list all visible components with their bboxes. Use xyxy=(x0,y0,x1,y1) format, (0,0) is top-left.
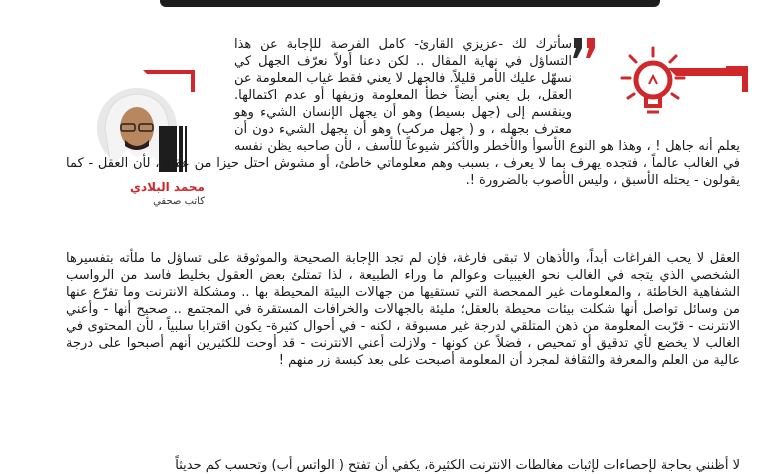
article-paragraph-1: سأترك لك -عزيزي القارئ- كامل الفرصة للإجابة عن هذا التساؤل في نهاية المقال .. لكن دعنا أولاً نعرّف الجهل كي نسهّل عليك الأمر قليلاً. فالجهل لا يعني فقط غياب المعلومة عن العقل، بل يعني أيضاً خطأ المعلومة وزيفها أو عدم اكتمالها. وينقسم إلى (جهل بسيط) وهو أن يجهل الإنسان الشيء وهو معترف بجهله ، و ( جهل مركب) وهو أن يجهل الشيء دون أن يعلم أنه جاهل ! ، وهذا هو النوع الأسوأ والأخطر والأكثر شيوعاً للأسف ، لأن صاحبه يظن نفسه في الغالب عالماً ، فتجده يهرف بما لا يعرف ، بسبب وهم معلوماتي خاطئ، أو مشوش احتل حيزا من عقله ، لأن العقل - كما يقولون - يحتله الأسبق ، وليس الأصوب بالضرورة !. xyxy=(66,37,740,188)
top-bar xyxy=(160,0,660,7)
wrap-spacer-right xyxy=(572,36,740,138)
article-paragraph-2: العقل لا يحب الفراغات أبداً، والأذهان لا تبقى فارغة، فإن لم تجد الإجابة الصحيحة والموثوقة على تساؤل ما ملأته بتفسيرها الشخصي الذي يتجه في الغالب نحو الغيبيات وعوالم ما وراء الطبيعة ، لذا تمتلئ بعض العقول بخليط فاسد من الرواسب الشفاهية الخاطئة ، والمعلومات غير الممحصة التي تستقيها من جهالات البيئة المحيطة بها .. ومشكلة الانترنت وما تفرّع عنها من وسائل تواصل أنها شكلت بيئات محيطة بالعقل؛ مليئة بالجهالات والخرافات المستقرة في المجتمع .. صحيح أنها - وأعني الانترنت - قرّبت المعلومة من ذهن المتلقي لدرجة غير مسبوقة ، لكنه - في أحوال كثيرة- يكون اقترابا سلبياً ، لأن المحتوى في الغالب لا يخضع لأي تدقيق أو تمحيص ، فضلاً عن كونها - ولازلت أعني الانترنت - قد أوحت للكثيرين أنهم أصبحوا على درجة عالية من العلم والمعرفة والثقافة لمجرد أن المعلومة أصبحت على بعد كبسة زر منهم ! xyxy=(66,251,740,368)
author-title: كاتب صحفي xyxy=(153,196,205,207)
article-paragraph-3: لا أظنني بحاجة لإحصاءات لإثبات مغالطات الانترنت الكثيرة، يكفي أن تفتح ( الواتس أب) وتحسب كم حديثاً xyxy=(175,458,740,473)
wrap-spacer xyxy=(66,36,234,154)
author-name: محمد البلادي xyxy=(129,180,205,194)
